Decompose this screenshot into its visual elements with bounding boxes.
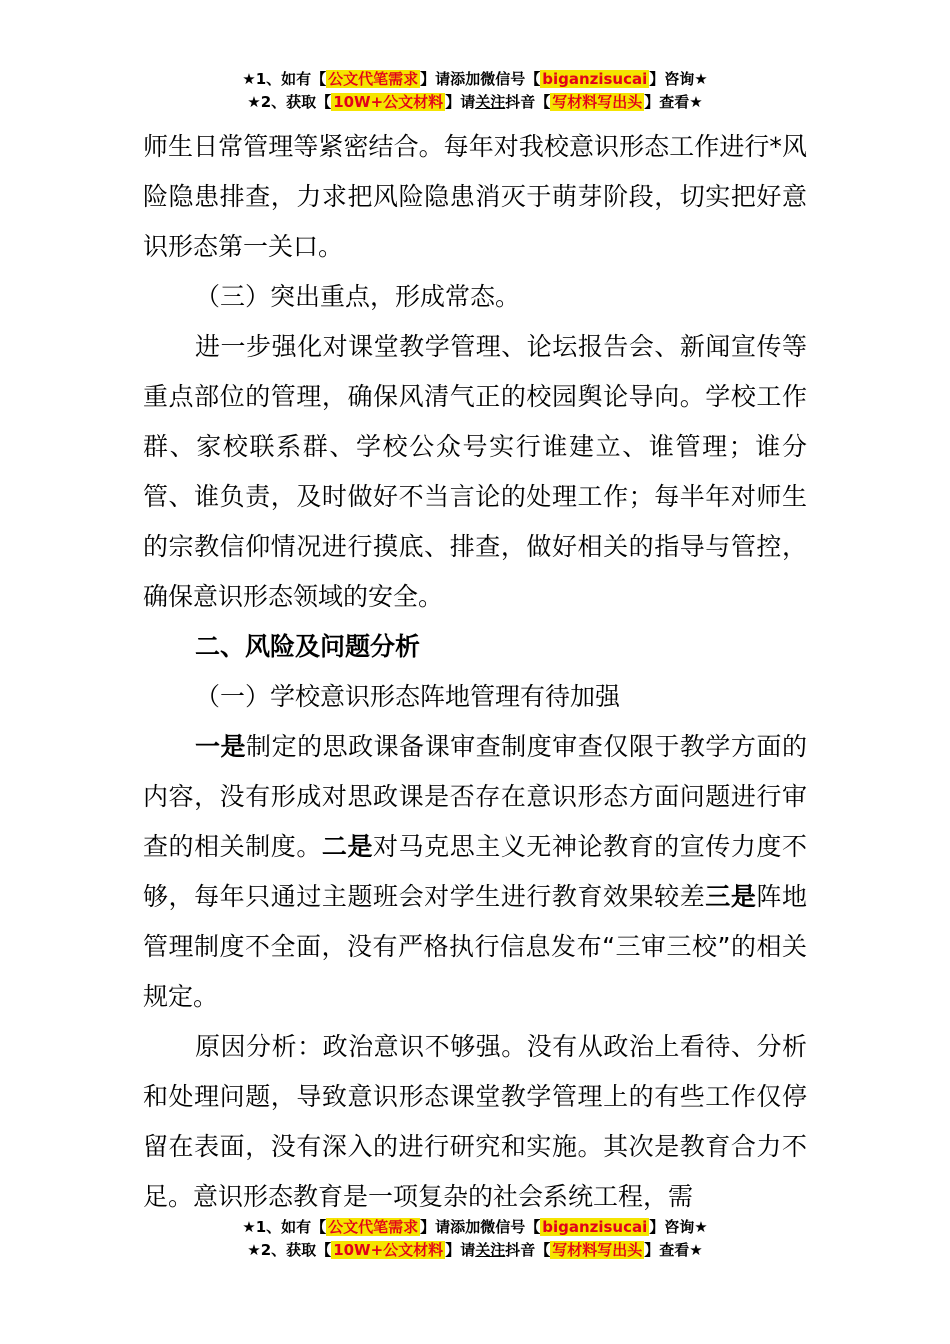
notice-wechat-id: biganzisucai xyxy=(542,70,648,88)
notice-text: 】请添 xyxy=(420,1218,466,1236)
notice-text: 】咨询★ xyxy=(649,70,708,88)
chapter-heading: 二、风险及问题分析 xyxy=(195,632,421,661)
notice-emphasis: 加 xyxy=(465,70,481,88)
notice-emphasis: 关注 xyxy=(475,93,506,111)
notice-text: 】查看★ xyxy=(644,1241,703,1259)
section-heading: （三）突出重点，形成常态。 xyxy=(195,282,521,311)
paragraph-problems xyxy=(143,722,807,1022)
document-body xyxy=(143,122,807,1222)
subsection-heading: （一）学校意识形态阵地管理有待加强 xyxy=(195,682,621,711)
notice-line-2 xyxy=(0,1239,950,1262)
notice-text: 】咨询★ xyxy=(649,1218,708,1236)
notice-text: ★2、获取【 xyxy=(247,93,332,111)
notice-text: ★1、如有【 xyxy=(242,70,327,88)
paragraph: 进一步强化对课堂教学管理、论坛报告会、新闻宣传等重点部位的管理，确保风清气正的校园舆论导向。学校工作群、家校联系群、学校公众号实行谁建立、谁管理；谁分管、谁负责，及时做好不当言论的处理工作；每半年对师生的宗教信仰情况进行摸底、排查，做好相关的指导与管控，确保意识形态领域的安全。 xyxy=(143,332,807,611)
notice-text: ★1、如有【 xyxy=(242,1218,327,1236)
notice-wechat-id: biganzisucai xyxy=(542,1218,648,1236)
point-label: 一是 xyxy=(195,732,247,761)
point-text: 阵地管理制度不全面，没有严格执行信息发布“三审三校”的相关规定。 xyxy=(143,882,807,1011)
notice-douyin-id: 写材料写出头 xyxy=(552,1241,643,1259)
notice-text: 微信号【 xyxy=(480,70,541,88)
notice-douyin-id: 写材料写出头 xyxy=(552,93,643,111)
notice-line-1 xyxy=(0,68,950,91)
header-notice xyxy=(0,68,950,114)
point-label: 二是 xyxy=(321,832,374,861)
notice-emphasis: 关注 xyxy=(475,1241,506,1259)
notice-highlight: 10W+公文材料 xyxy=(333,1241,444,1259)
notice-text: 抖音【 xyxy=(505,93,551,111)
paragraph: 师生日常管理等紧密结合。每年对我校意识形态工作进行*风险隐患排查，力求把风险隐患消灭于萌芽阶段，切实把好意识形态第一关口。 xyxy=(143,132,807,261)
notice-text: 】请 xyxy=(445,93,476,111)
notice-text: ★2、获取【 xyxy=(247,1241,332,1259)
notice-highlight: 公文代笔需求 xyxy=(328,70,419,88)
notice-text: 】请添 xyxy=(420,70,466,88)
paragraph-cause-analysis: 原因分析：政治意识不够强。没有从政治上看待、分析和处理问题，导致意识形态课堂教学管理上的有些工作仅停留在表面，没有深入的进行研究和实施。其次是教育合力不足。意识形态教育是一项复杂的社会系统工程，需 xyxy=(143,1032,807,1211)
notice-emphasis: 加 xyxy=(465,1218,481,1236)
notice-highlight: 10W+公文材料 xyxy=(333,93,444,111)
point-text: 对马克思主义无神论教育的宣传力度不够，每年只通过主题班会对学生进行教育效果较差 xyxy=(143,832,807,911)
point-label: 三是 xyxy=(705,882,757,911)
notice-highlight: 公文代笔需求 xyxy=(328,1218,419,1236)
notice-text: 微信号【 xyxy=(480,1218,541,1236)
footer-notice xyxy=(0,1216,950,1262)
notice-line-1 xyxy=(0,1216,950,1239)
notice-text: 】请 xyxy=(445,1241,476,1259)
notice-text: 抖音【 xyxy=(505,1241,551,1259)
notice-text: 】查看★ xyxy=(644,93,703,111)
notice-line-2 xyxy=(0,91,950,114)
point-text: 制定的思政课备课审查制度审查仅限于教学方面的内容，没有形成对思政课是否存在意识形态方面问题进行审查的相关制度。 xyxy=(143,732,807,861)
